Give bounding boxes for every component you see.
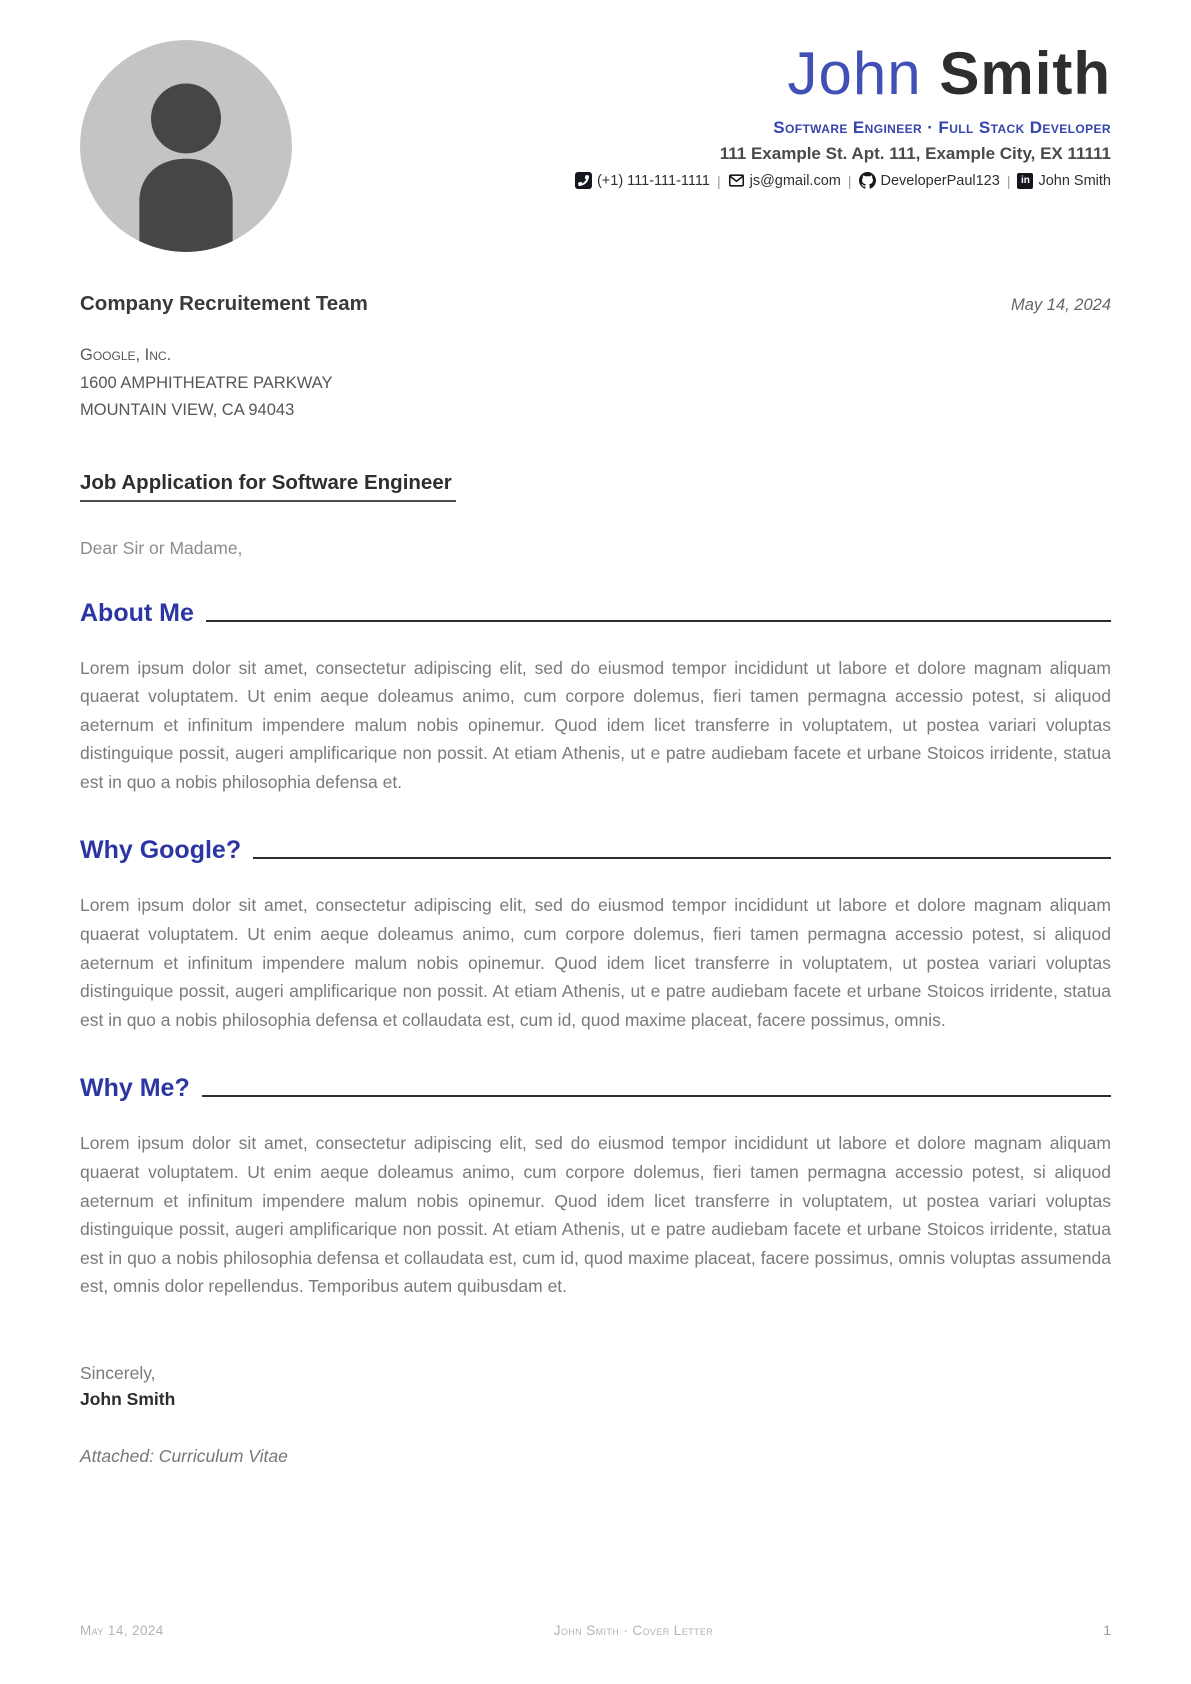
linkedin-icon: in: [1017, 173, 1033, 189]
person-silhouette-icon: [80, 40, 292, 252]
github-icon: [859, 172, 876, 189]
section-about-me: [80, 599, 1111, 797]
salutation: Dear Sir or Madame,: [80, 537, 243, 558]
last-name: Smith: [939, 40, 1111, 107]
section-rule: [253, 857, 1111, 859]
footer-page-number: 1: [1103, 1622, 1111, 1638]
section-why-me: [80, 1074, 1111, 1301]
attachment-note: Attached: Curriculum Vitae: [80, 1446, 288, 1466]
contact-row: [575, 172, 1111, 189]
contact-separator: |: [1006, 172, 1011, 189]
recipient-team: Company Recruitement Team: [80, 292, 368, 315]
email-icon: [728, 172, 745, 189]
first-name: John: [787, 40, 922, 107]
avatar: [80, 40, 292, 252]
email-contact[interactable]: [728, 172, 841, 189]
section-title: About Me: [80, 598, 194, 627]
phone-icon: [575, 172, 592, 189]
section-header: [80, 1074, 1111, 1103]
letter-subject-text: Job Application for Software Engineer: [80, 471, 456, 502]
section-paragraph: Lorem ipsum dolor sit amet, consectetur adipiscing elit, sed do eiusmod tempor incididunt ut labore et dolore magnam aliquam quaerat voluptatem. Ut enim aeque doleamus animo, cum corpore dolemus, fieri tamen permagna accessio potest, si aliquod aeternum et infinitum impendere malum nobis opinemur. Quod idem licet transferre in voluptatem, ut postea variari voluptas distinguique possit, augeri amplificarique non possit. At etiam Athenis, ut e patre audiebam facete et urbane Stoicos irridente, statua est in quo a nobis philosophia defensa et.: [80, 657, 1111, 792]
letter-date: May 14, 2024: [1011, 296, 1111, 314]
section-title: Why Me?: [80, 1074, 190, 1103]
section-title: Why Google?: [80, 836, 242, 865]
header: [80, 40, 1111, 252]
recipient-address-block: [80, 342, 1111, 425]
email-address: js@gmail.com: [749, 172, 841, 189]
section-paragraph: Lorem ipsum dolor sit amet, consectetur adipiscing elit, sed do eiusmod tempor incididunt ut labore et dolore magnam aliquam quaerat voluptatem. Ut enim aeque doleamus animo, cum corpore dolemus, fieri tamen permagna accessio potest, si aliquod aeternum et infinitum impendere malum nobis opinemur. Quod idem licet transferre in voluptatem, ut postea variari voluptas distinguique possit, augeri amplificarique non possit. At etiam Athenis, ut e patre audiebam facete et urbane Stoicos irridente, statua est in quo a nobis philosophia defensa et collaudata est, cum id, quod maxime placeat, facere possimus, omnis voluptas assumenda est, omnis dolor repellendus. Temporibus autem quibusdam et.: [80, 1133, 1111, 1297]
phone-contact[interactable]: [575, 172, 710, 189]
section-why-google: [80, 836, 1111, 1034]
letter-subject: [80, 471, 1111, 502]
github-handle: DeveloperPaul123: [880, 172, 1000, 189]
signature-name: John Smith: [80, 1389, 176, 1409]
recipient-company: Google, Inc.: [80, 346, 172, 364]
contact-separator: |: [716, 172, 721, 189]
footer-document-title: John Smith · Cover Letter: [553, 1623, 714, 1638]
linkedin-contact[interactable]: [1017, 173, 1111, 189]
closing-word: Sincerely,: [80, 1363, 156, 1383]
section-header: [80, 599, 1111, 628]
phone-number: (+1) 111-111-1111: [596, 172, 710, 189]
page-footer: [80, 1622, 1111, 1638]
section-rule: [202, 1095, 1111, 1097]
footer-date: May 14, 2024: [80, 1623, 164, 1638]
recipient-city: MOUNTAIN VIEW, CA 94043: [80, 401, 295, 419]
full-name: [575, 42, 1111, 105]
section-rule: [206, 620, 1111, 622]
recipient-row: [80, 292, 1111, 316]
street-address: 111 Example St. Apt. 111, Example City, EX 11111: [719, 144, 1111, 163]
linkedin-name: John Smith: [1038, 172, 1111, 189]
contact-separator: |: [847, 172, 852, 189]
job-tagline: Software Engineer · Full Stack Developer: [773, 118, 1111, 137]
github-contact[interactable]: [859, 172, 1000, 189]
recipient-street: 1600 AMPHITHEATRE PARKWAY: [80, 373, 333, 392]
header-identity: [575, 40, 1111, 189]
section-paragraph: Lorem ipsum dolor sit amet, consectetur adipiscing elit, sed do eiusmod tempor incididunt ut labore et dolore magnam aliquam quaerat voluptatem. Ut enim aeque doleamus animo, cum corpore dolemus, fieri tamen permagna accessio potest, si aliquod aeternum et infinitum impendere malum nobis opinemur. Quod idem licet transferre in voluptatem, ut postea variari voluptas distinguique possit, augeri amplificarique non possit. At etiam Athenis, ut e patre audiebam facete et urbane Stoicos irridente, statua est in quo a nobis philosophia defensa et collaudata est, cum id, quod maxime placeat, facere possimus, omnis.: [80, 895, 1111, 1030]
section-header: [80, 836, 1111, 865]
